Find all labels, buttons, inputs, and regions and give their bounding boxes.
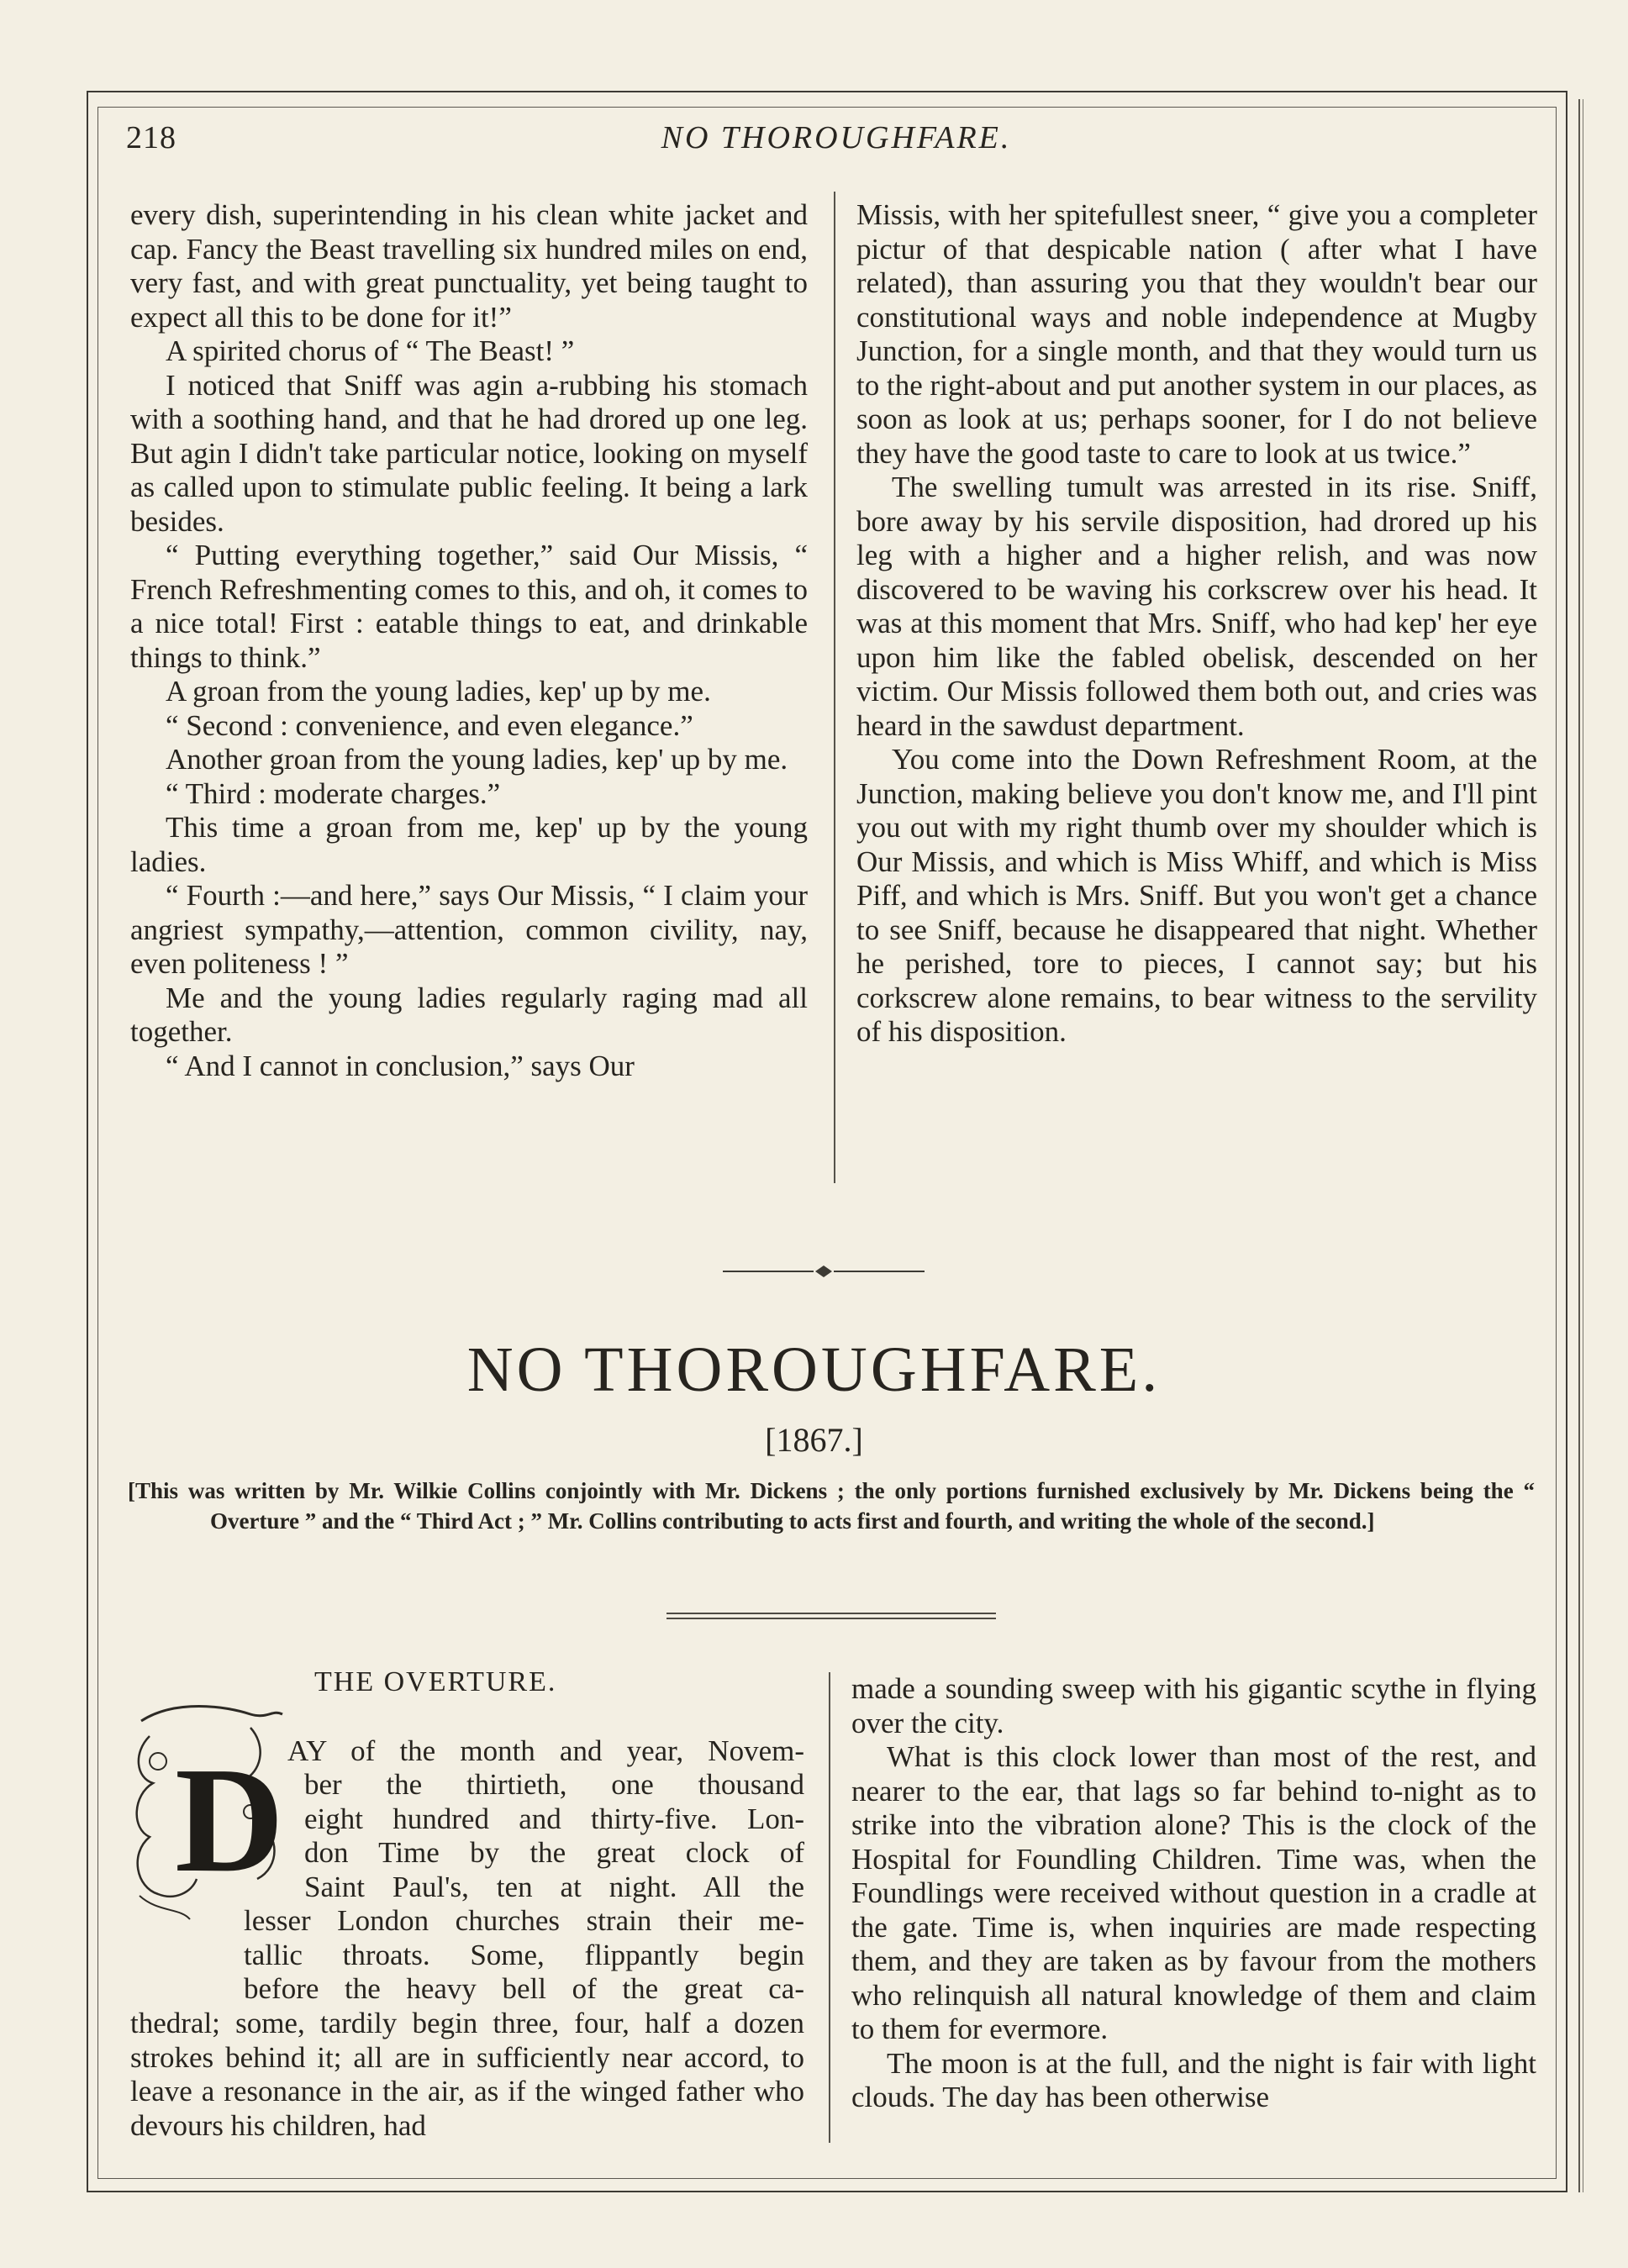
paragraph: The moon is at the full, and the night is fair with light clouds. The day has been otherwise xyxy=(851,2046,1536,2113)
story-title: NO THOROUGHFARE. xyxy=(466,1334,1162,1405)
editorial-note-text: [This was written by Mr. Wilkie Collins conjointly with Mr. Dickens ; the only portions furnished exclusively by Mr. Dickens being the “ Overture ” and the “ Third Act ; ” Mr. Collins contributing to acts first and fourth, and writing the whole of the second.] xyxy=(128,1478,1535,1534)
paragraph: What is this clock lower than most of the rest, and nearer to the ear, that lags so far behind to-night as to strike into the vibration alone? This is the clock of the Hospital for Foundling Children. Time was, when the Foundlings were received without question in a cradle at the gate. Time is, when inquiries are made respecting them, and they are taken as by favour from the mothers who relinquish all natural knowledge of them and claim to them for evermore. xyxy=(851,1740,1536,2045)
running-title: NO THOROUGHFARE. xyxy=(661,120,1012,155)
paragraph: thedral; some, tardily begin three, four, half a dozen strokes behind it; all are in sufficiently near accord, to leave a resonance in the air, as if the winged father who devours his children, had xyxy=(130,2007,804,2142)
paragraph: A spirited chorus of “ The Beast! ” xyxy=(166,334,575,367)
top-left-column xyxy=(130,198,808,1083)
overture-left-column xyxy=(130,2007,804,2143)
page-edge-rule xyxy=(1578,99,1583,2192)
paragraph: This time a groan from me, kep' up by the young ladies. xyxy=(130,811,808,878)
paragraph: “ And I cannot in conclusion,” says Our xyxy=(166,1049,635,1082)
paragraph: “ Third : moderate charges.” xyxy=(166,776,501,810)
page-header xyxy=(126,119,1546,161)
text-line: ber the thirtieth, one thousand xyxy=(304,1768,804,1801)
paragraph: A groan from the young ladies, kep' up by me. xyxy=(166,675,711,708)
text-line: Saint Paul's, ten at night. All the xyxy=(304,1871,804,1903)
editorial-note xyxy=(128,1476,1535,1536)
paragraph: made a sounding sweep with his gigantic scythe in flying over the city. xyxy=(851,1672,1536,1739)
paragraph: You come into the Down Refreshment Room, at the Junction, making believe you don't know me, and I'll pint you out with my right thumb over my shoulder which is Our Missis, and which is Miss Whiff, and which is Miss Piff, and which is Mrs. Sniff. But you won't get a chance to see Sniff, because he disappeared that night. Whether he perished, tore to pieces, I cannot say; but his corkscrew alone remains, to bear witness to the servility of his disposition. xyxy=(856,743,1537,1048)
paragraph: Another groan from the young ladies, kep' up by me. xyxy=(166,743,788,776)
paragraph: “ Putting everything together,” said Our Missis, “ French Refreshmenting comes to this, and oh, it comes to a nice total! First : eatable things to eat, and drinkable things to think.” xyxy=(130,539,808,674)
overture-right-column xyxy=(851,1672,1536,2115)
text-line: lesser London churches strain their me- xyxy=(244,1904,804,1937)
paragraph: “ Fourth :—and here,” says Our Missis, “ I claim your angriest sympathy,—attention, common civility, nay, even politeness ! ” xyxy=(130,879,808,980)
text-line: don Time by the great clock of xyxy=(304,1836,804,1869)
section-heading: THE OVERTURE. xyxy=(314,1666,557,1697)
double-rule xyxy=(666,1613,996,1619)
paragraph: every dish, superintending in his clean white jacket and cap. Fancy the Beast travelling six hundred miles on end, very fast, and with great punctuality, yet being taught to expect all this to be done for it!” xyxy=(130,198,808,334)
section-ornament xyxy=(723,1259,925,1284)
paragraph: Missis, with her spitefullest sneer, “ give you a completer pictur of that despicable nation ( after what I have related), than assuring you that they wouldn't bear our constitutional ways and noble independence at Mugby Junction, for a single month, and that they would turn us to the right-about and put another system in our places, as soon as look at us; perhaps sooner, for I do not believe they have the good taste to care to look at us twice.” xyxy=(856,198,1537,470)
paragraph: The swelling tumult was arrested in its rise. Sniff, bore away by his servile disposition, had drored up his leg with a higher and a higher relish, and was now discovered to be waving his corkscrew over his head. It was at this moment that Mrs. Sniff, who had kep' her eye upon him like the fabled obelisk, descended on her victim. Our Missis followed them both out, and cries was heard in the sawdust department. xyxy=(856,471,1537,742)
text-line: AY of the month and year, Novem- xyxy=(287,1734,804,1767)
text-line: eight hundred and thirty-five. Lon- xyxy=(304,1802,804,1835)
text-line: before the heavy bell of the great ca- xyxy=(244,1972,804,2005)
paragraph: I noticed that Sniff was agin a-rubbing his stomach with a soothing hand, and that he had drored up one leg. But agin I didn't take particular notice, looking on myself as called upon to stimulate public feeling. It being a lark besides. xyxy=(130,368,808,538)
top-right-column xyxy=(856,198,1537,1050)
paragraph: “ Second : convenience, and even elegance.” xyxy=(166,708,693,742)
page-number: 218 xyxy=(126,120,176,155)
story-year: [1867.] xyxy=(765,1421,863,1459)
ornamental-dropcap-d xyxy=(124,1702,292,1923)
column-divider xyxy=(834,192,835,1183)
column-divider xyxy=(829,1672,830,2143)
paragraph: Me and the young ladies regularly raging mad all together. xyxy=(130,981,808,1048)
text-line: tallic throats. Some, flippantly begin xyxy=(244,1939,804,1971)
dropcap-letter: D xyxy=(175,1736,284,1903)
